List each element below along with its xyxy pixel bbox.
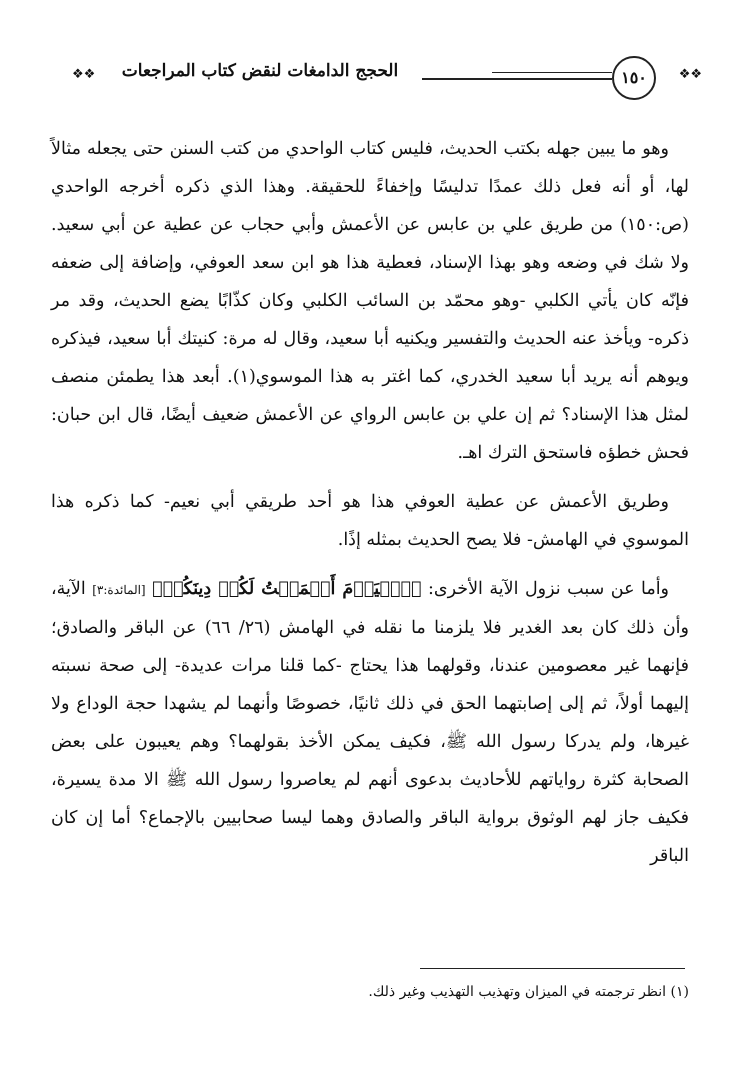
paragraph-3-lead: وأما عن سبب نزول الآية الأخرى: xyxy=(421,579,670,599)
footnote-divider xyxy=(420,968,685,969)
header-ornament-right: ❖❖ xyxy=(678,67,702,82)
verse-reference: [المائدة:٣] xyxy=(92,583,146,597)
page-number: ١٥٠ xyxy=(612,56,656,100)
quran-verse: ﴿ٱلۡيَوۡمَ أَكۡمَلۡتُ لَكُمۡ دِينَكُمۡ﴾ xyxy=(152,579,422,599)
paragraph-2: وطريق الأعمش عن عطية العوفي هذا هو أحد طريقي أبي نعيم- كما ذكره هذا الموسوي في الهامش- فلا يصح الحديث بمثله إذًا. xyxy=(51,492,689,550)
paragraph-1: وهو ما يبين جهله بكتب الحديث، فليس كتاب الواحدي من كتب السنن حتى يجعله مثالاً لها، أو أنه فعل ذلك عمدًا تدليسًا وإخفاءً للحقيقة. وهذا الذي ذكره أخرجه الواحدي (ص:١٥٠) من طريق علي بن عابس عن الأعمش وأبي حجاب عن عطية عن أبي سعيد. ولا شك في وضعه وهو بهذا الإسناد، فعطية هذا هو ابن سعد العوفي، وإضافة إلى ضعفه فإنّه كان يأتي الكلبي -وهو محمّد بن السائب الكلبي وكان كذّابًا يضع الحديث، وقد مر ذكره- ويأخذ عنه الحديث والتفسير ويكنيه أبا سعيد، وقال له مرة: كنيتك أبا سعيد، فيذكره ويوهم أنه يريد أبا سعيد الخدري، كما اغتر به هذا الموسوي(١). أبعد هذا يطمئن منصف لمثل هذا الإسناد؟ ثم إن علي بن عابس الرواي عن الأعمش ضعيف أيضًا، قال ابن حبان: فحش خطؤه فاستحق الترك اهـ. xyxy=(51,139,690,463)
running-header xyxy=(72,56,702,100)
footnote: (١) انظر ترجمته في الميزان وتهذيب التهذيب وغير ذلك. xyxy=(368,984,689,1000)
body-text xyxy=(51,130,689,875)
paragraph-3 xyxy=(51,570,689,875)
header-rule-thin xyxy=(492,72,612,73)
header-rule xyxy=(422,78,612,80)
header-title: الحجج الدامغات لنقض كتاب المراجعات xyxy=(121,61,399,81)
paragraph-3-body: ذلك كان بعد الغدير فلا يلزمنا ما نقله في الهامش (٢٦/ ٦٦) عن الباقر والصادق؛ فإنهما غير معصومين عندنا، وقولهما هذا يحتاج -كما قلنا مرات عديدة- إلى صحة نسبته إليهما أولاً، ثم إلى إصابتهما الحق في ذلك ثانيًا، خصوصًا وأنهما لم يشهدا حجة الوداع ولا غيرها، ولم يدركا رسول الله ﷺ، فكيف يمكن الأخذ بقولهما؟ وهم يعيبون على بعض الصحابة كثرة رواياتهم للأحاديث بدعوى أنهم لم يعاصروا رسول الله ﷺ الا مدة يسيرة، فكيف جاز لهم الوثوق برواية الباقر والصادق وهما ليسا صحابيين بالإجماع؟ أما إن كان الباقر xyxy=(51,618,689,866)
header-ornament-left: ❖❖ xyxy=(72,67,96,82)
verse-tail: الآية، وأن xyxy=(51,579,689,638)
